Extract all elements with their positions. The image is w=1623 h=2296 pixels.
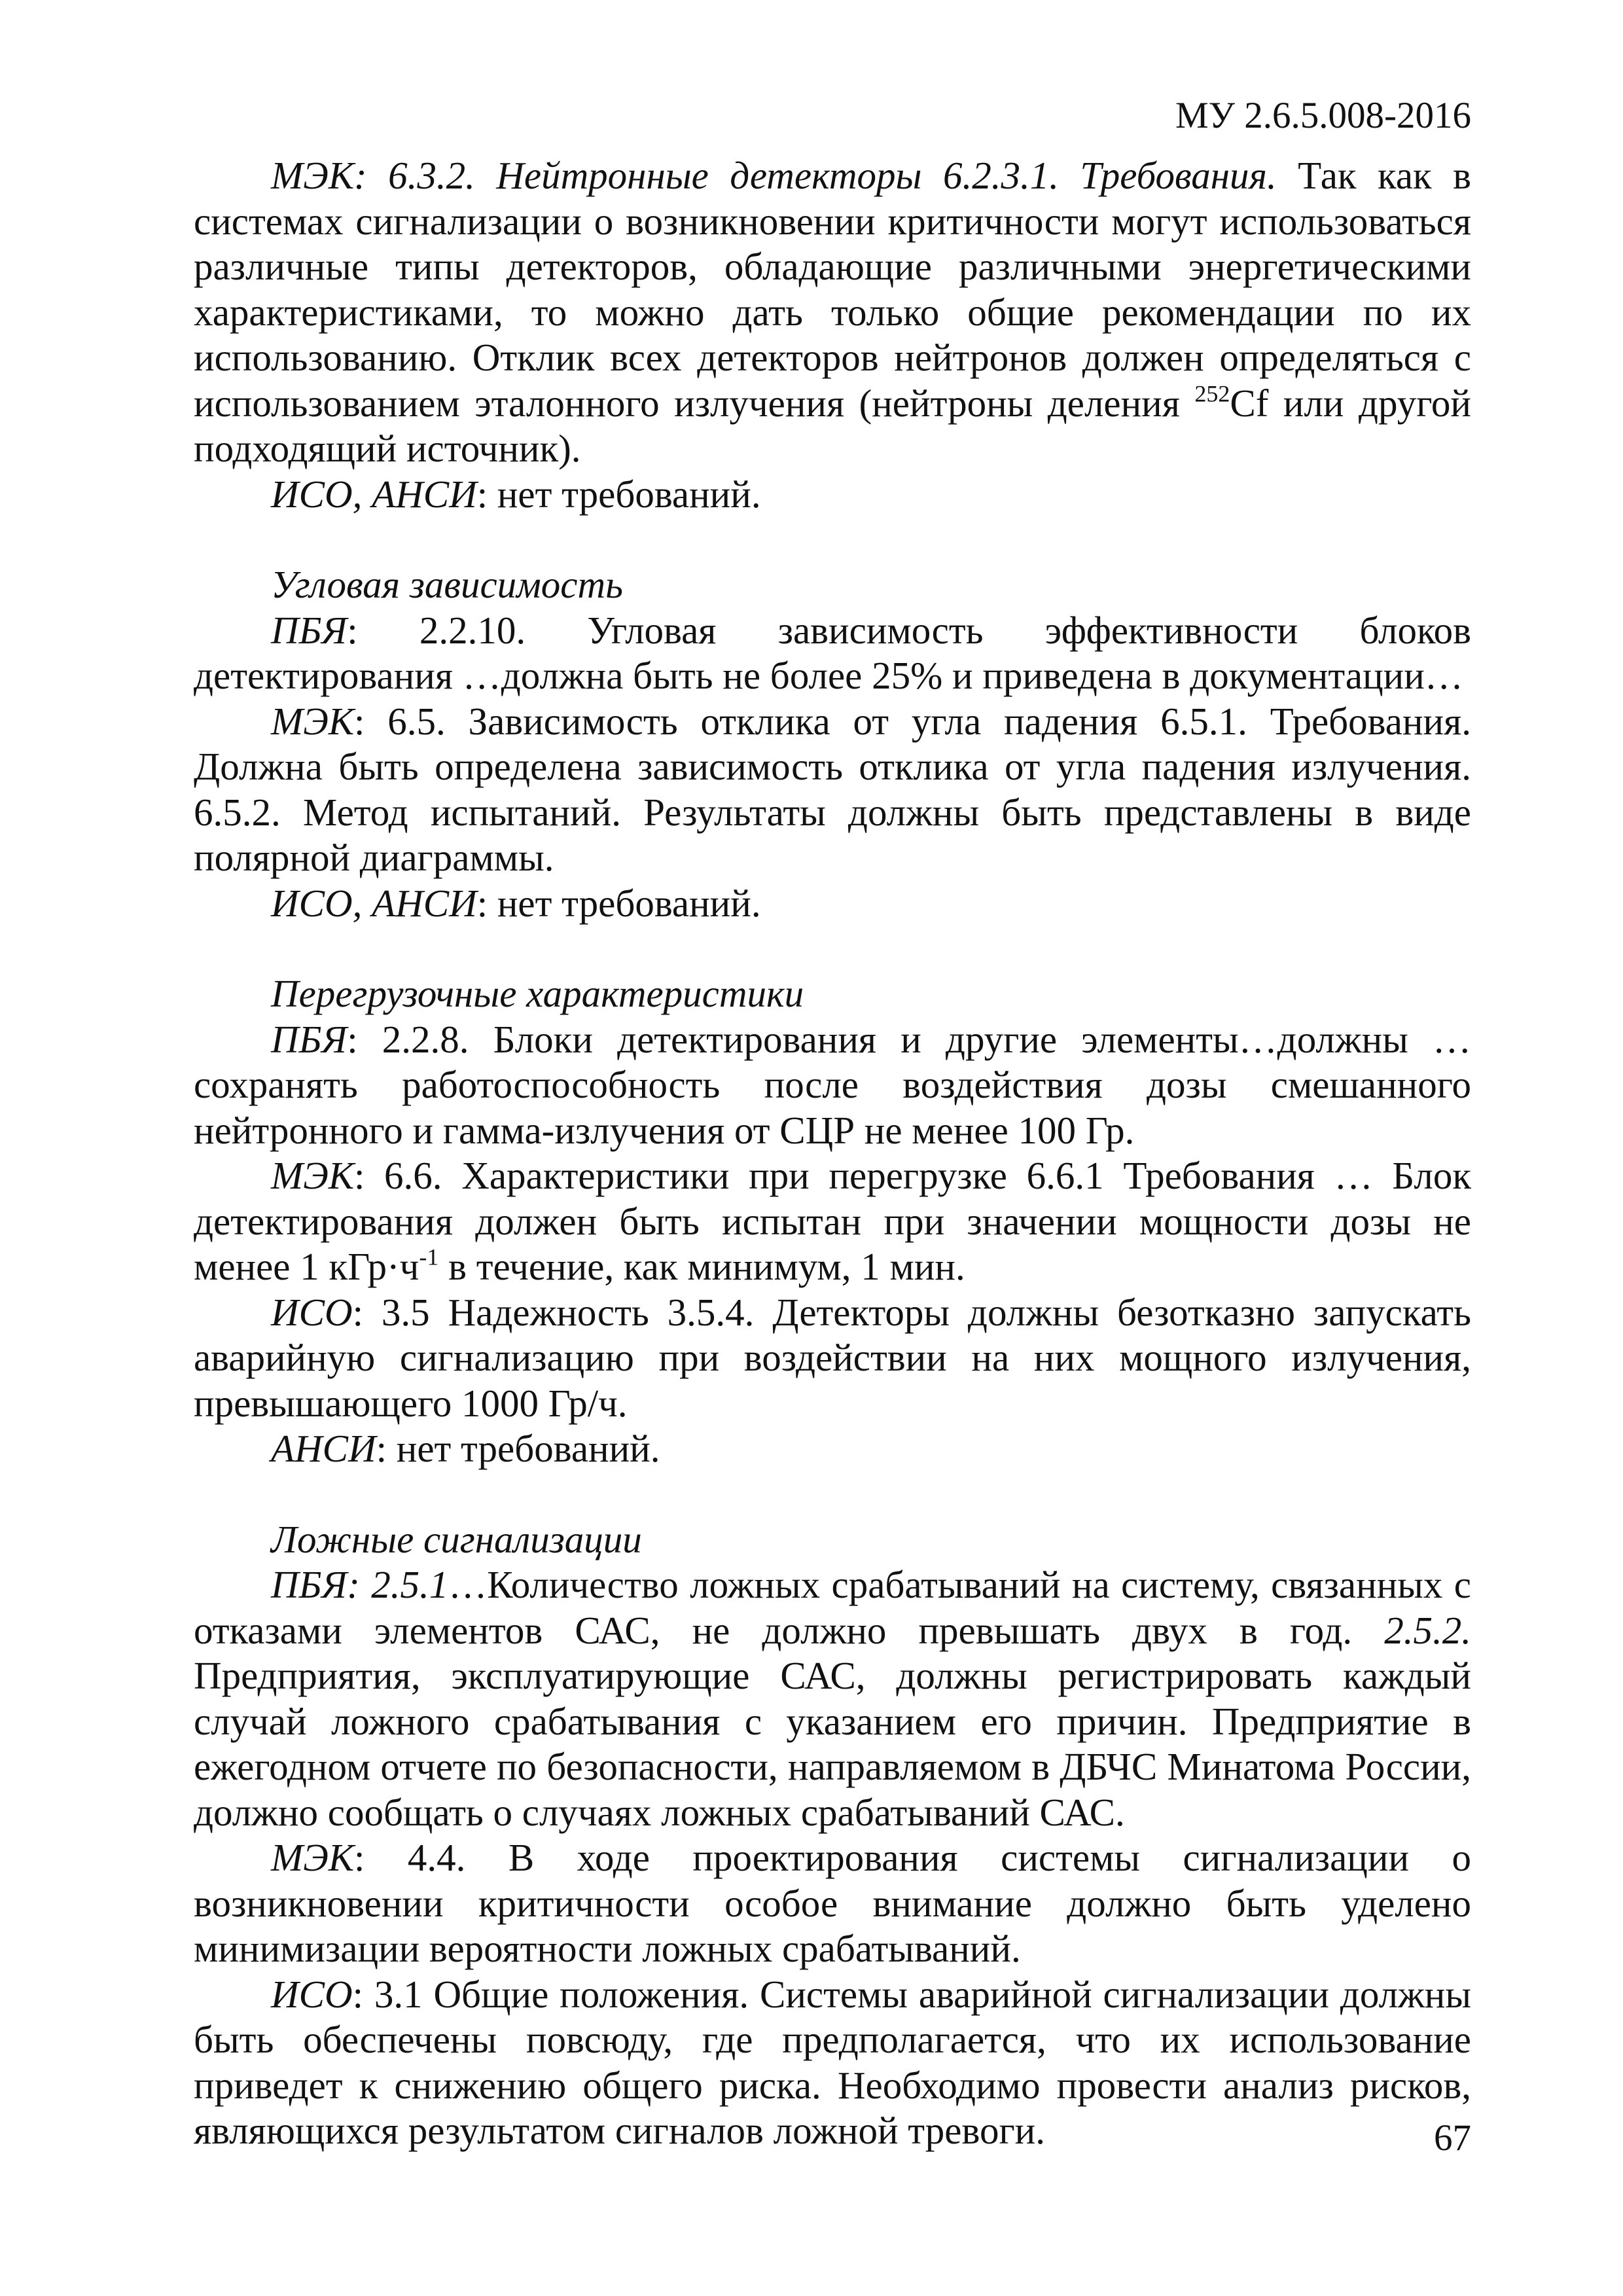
paragraph-text: : 6.5. Зависимость отклика от угла падения 6.5.1. Требования. Должна быть определена зависимость отклика от угла падения излучения. 6.5.2. Метод испытаний. Результаты должны быть представлены в виде полярной диаграммы.	[194, 699, 1471, 879]
source-label: ПБЯ	[271, 1563, 348, 1606]
source-label: МЭК	[271, 1154, 354, 1197]
paragraph-text: : 3.1 Общие положения. Системы аварийной сигнализации должны быть обеспечены повсюду, где предполагается, что их использование приведет к снижению общего риска. Необходимо провести анализ рисков, являющихся результатом сигналов ложной тревоги.	[194, 1972, 1471, 2152]
page-number: 67	[1434, 2117, 1471, 2159]
paragraph-pbya-angular	[194, 608, 1471, 699]
section-heading-angular-dependence: Угловая зависимость	[271, 563, 623, 606]
paragraph-text: : нет требований.	[476, 472, 761, 516]
section-heading-false-alarms: Ложные сигнализации	[271, 1517, 642, 1561]
source-label: МЭК	[271, 154, 354, 197]
paragraph-pbya-false-alarms	[194, 1562, 1471, 1835]
source-label: ИСО, АНСИ	[271, 881, 477, 925]
source-label: ИСО, АНСИ	[271, 472, 477, 516]
document-code: МУ 2.6.5.008-2016	[1175, 95, 1471, 136]
section-heading-overload: Перегрузочные характеристики	[271, 972, 804, 1015]
paragraph-iso-overload	[194, 1290, 1471, 1427]
paragraph-text: : нет требований.	[476, 881, 761, 925]
paragraph-text: : 2.2.8. Блоки детектирования и другие элементы…должны … сохранять работоспособность после воздействия дозы смешанного нейтронного и гамма-излучения от СЦР не менее 100 Гр.	[194, 1017, 1471, 1152]
source-label: АНСИ	[271, 1427, 376, 1470]
paragraph-text: Так как в системах сигнализации о возникновении критичности могут использоваться различные типы детекторов, обладающие различными энергетическими характеристиками, то можно дать только общие рекомендации по их использованию. Отклик всех детекторов нейтронов должен определяться с использованием эталонного излучения (нейтроны деления	[194, 154, 1471, 425]
paragraph-iso-ansi-no-requirements	[194, 472, 1471, 518]
paragraph-iec-neutron-detectors	[194, 153, 1471, 472]
paragraph-text: : 4.4. В ходе проектирования системы сигнализации о возникновении критичности особое внимание должно быть уделено минимизации вероятности ложных срабатываний.	[194, 1836, 1471, 1970]
source-label: МЭК	[271, 699, 354, 743]
paragraph-text: : 6.6. Характеристики при перегрузке 6.6.1 Требования … Блок детектирования должен быть испытан при значении мощности дозы не менее 1 кГр·ч	[194, 1154, 1471, 1288]
source-label: ПБЯ	[271, 1017, 348, 1061]
paragraph-ansi-overload	[194, 1426, 1471, 1472]
isotope-mass-number: 252	[1194, 380, 1230, 407]
paragraph-iec-angular	[194, 699, 1471, 881]
paragraph-text: Cf или другой подходящий источник).	[194, 381, 1471, 470]
source-label: ПБЯ	[271, 608, 348, 652]
unit-exponent: -1	[419, 1244, 439, 1270]
paragraph-text: в течение, как минимум, 1 мин.	[438, 1245, 965, 1288]
paragraph-text: …Количество ложных срабатываний на систему, связанных с отказами элементов САС, не должно превышать двух в год.	[194, 1563, 1471, 1652]
paragraph-iec-false-alarms	[194, 1835, 1471, 1972]
paragraph-text: : нет требований.	[376, 1427, 660, 1470]
clause-reference: 2.5.2.	[1384, 1608, 1471, 1652]
clause-reference: : 6.3.2. Нейтронные детекторы 6.2.3.1. Требования.	[353, 154, 1277, 197]
paragraph-iec-overload	[194, 1153, 1471, 1290]
document-body	[194, 153, 1471, 2154]
source-label: МЭК	[271, 1836, 354, 1879]
source-label: ИСО	[271, 1290, 353, 1334]
paragraph-iso-ansi-angular	[194, 881, 1471, 927]
clause-reference: : 2.5.1	[347, 1563, 449, 1606]
paragraph-iso-false-alarms	[194, 1972, 1471, 2154]
paragraph-text: : 2.2.10. Угловая зависимость эффективности блоков детектирования …должна быть не более 25% и приведена в документации…	[194, 608, 1471, 697]
source-label: ИСО	[271, 1972, 353, 2016]
paragraph-text: Предприятия, эксплуатирующие САС, должны регистрировать каждый случай ложного срабатывания с указанием его причин. Предприятие в ежегодном отчете по безопасности, направляемом в ДБЧС Минатома России, должно сообщать о случаях ложных срабатываний САС.	[194, 1654, 1471, 1834]
paragraph-text: : 3.5 Надежность 3.5.4. Детекторы должны безотказно запускать аварийную сигнализацию при воздействии на них мощного излучения, превышающего 1000 Гр/ч.	[194, 1290, 1471, 1425]
paragraph-pbya-overload	[194, 1017, 1471, 1154]
